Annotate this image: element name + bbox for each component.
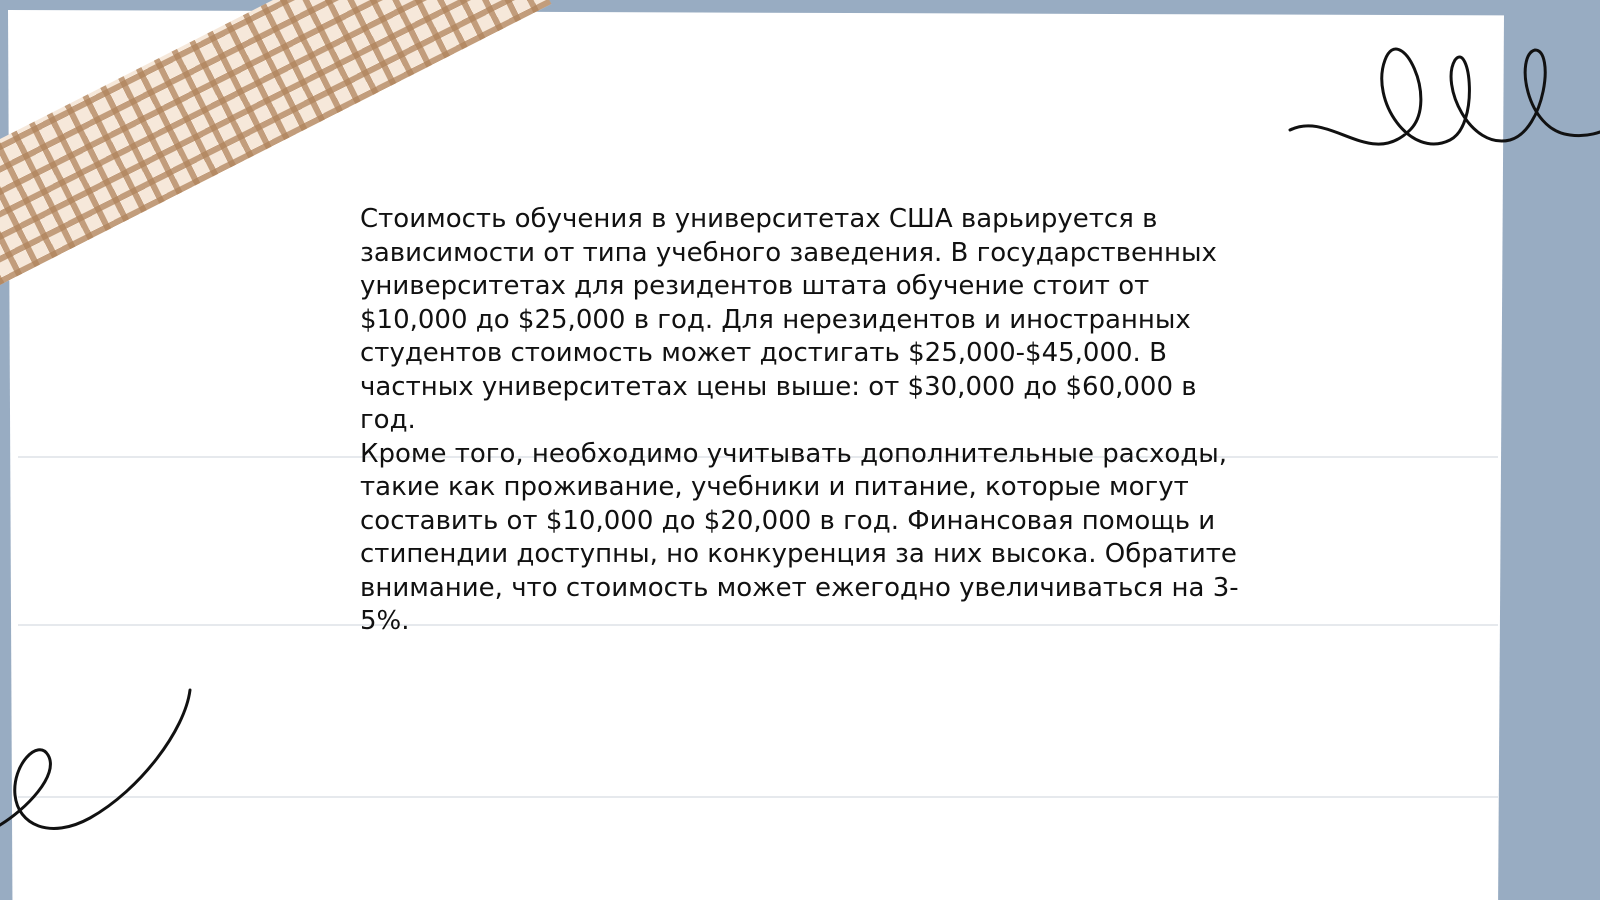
loop-squiggle-icon (1290, 30, 1600, 170)
body-text: Стоимость обучения в университетах США варьируется в зависимости от типа учебного заведения. В государственных университетах для резидентов штата обучение стоит от $10,000 до $25,000 в год. Для нерезидентов и иностранных студентов стоимость может достигать $25,000-$45,000. В частных университетах цены выше: от $30,000 до $60,000 в год. Кроме того, необходимо учитывать дополнительные расходы, такие как проживание, учебники и питание, которые могут составить от $10,000 до $20,000 в год. Финансовая помощь и стипендии доступны, но конкуренция за них высока. Обратите внимание, что стоимость может ежегодно увеличиваться на 3- 5%. (360, 204, 1239, 636)
ruled-line (18, 796, 1498, 798)
loop-squiggle-icon (0, 690, 200, 850)
